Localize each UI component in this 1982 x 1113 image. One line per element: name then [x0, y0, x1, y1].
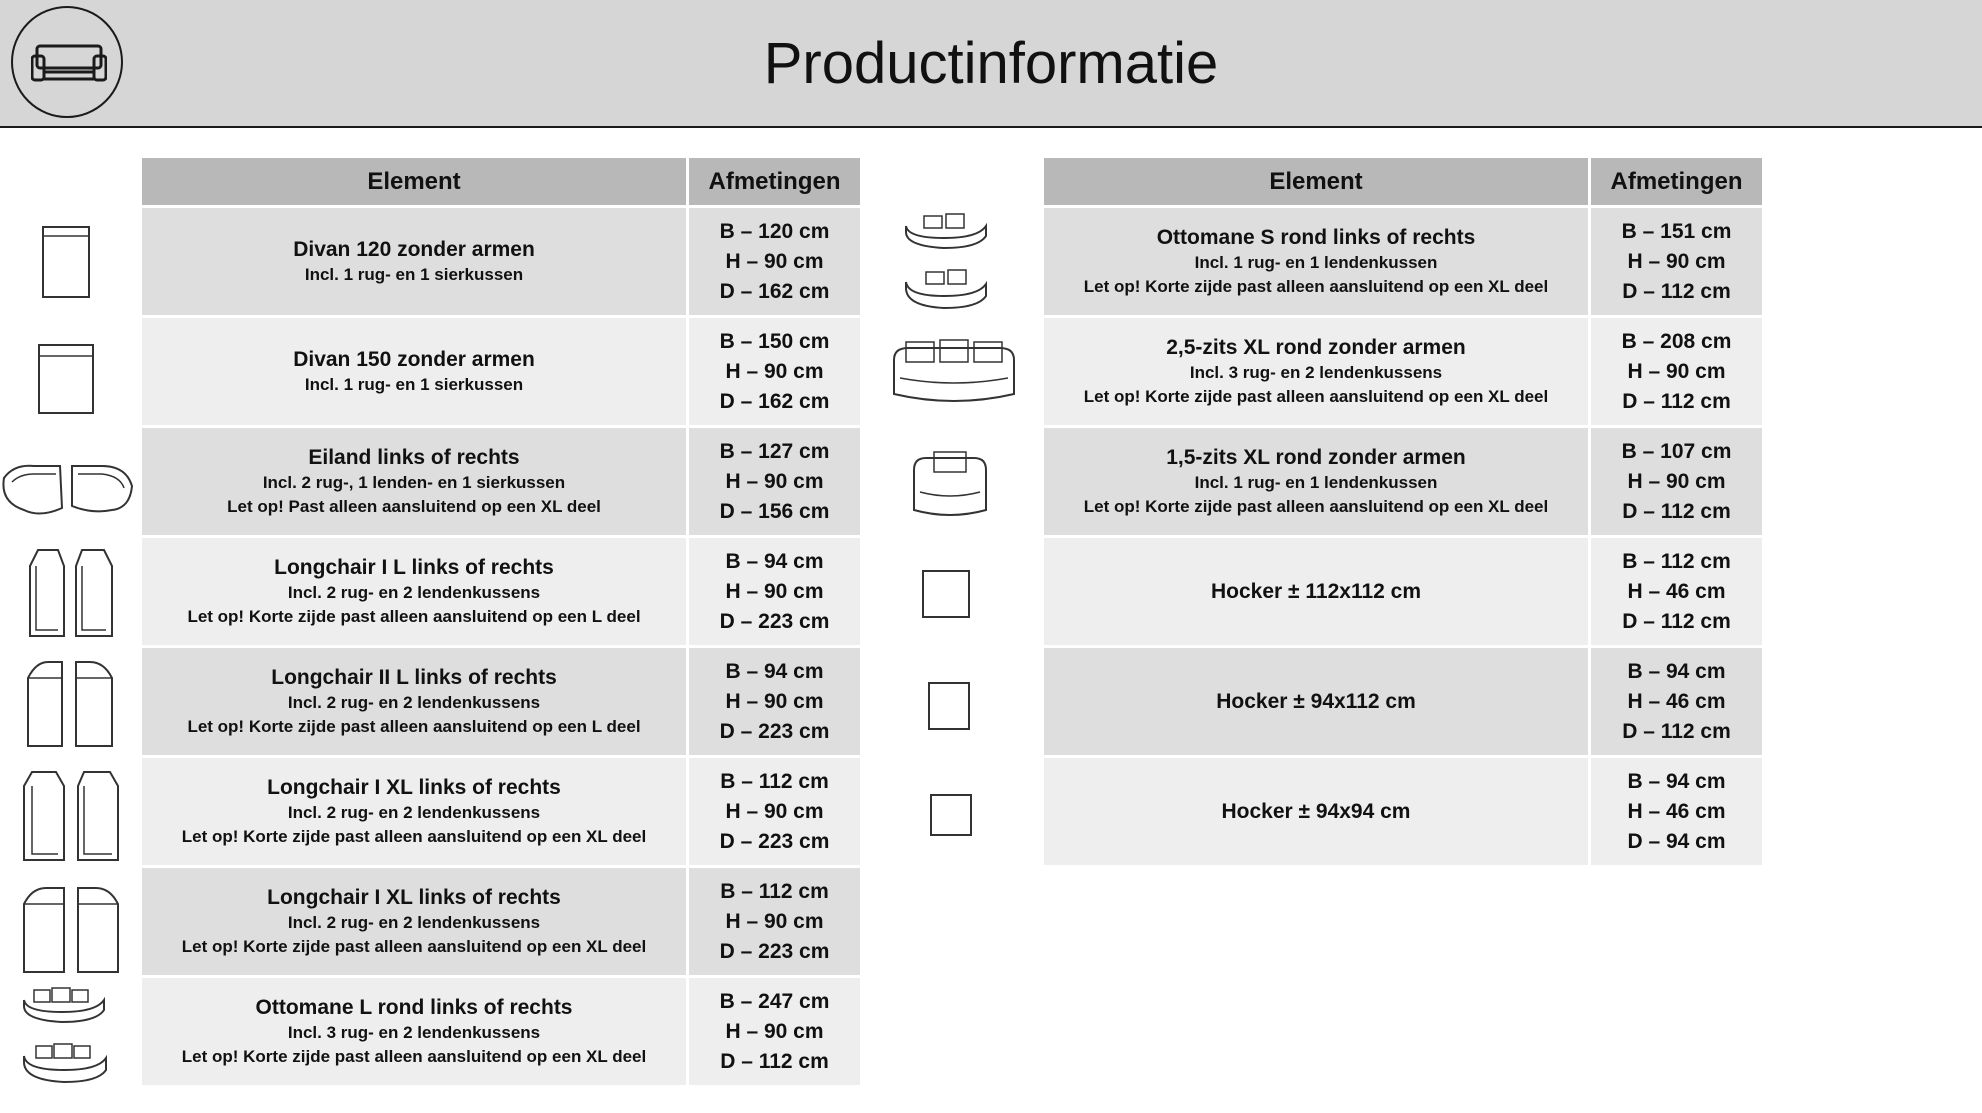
element-description — [1044, 428, 1588, 535]
depth-value: D – 112 cm — [1622, 279, 1731, 303]
element-dimensions — [689, 318, 860, 425]
height-value: H – 90 cm — [725, 469, 824, 493]
hocker-112-icon — [922, 570, 972, 620]
table-row — [1044, 428, 1765, 538]
element-title: Hocker ± 94x112 cm — [1216, 689, 1416, 713]
element-dimensions — [689, 538, 860, 645]
element-included: Incl. 2 rug- en 2 lendenkussens — [287, 582, 541, 602]
table-row — [1044, 758, 1765, 868]
element-description — [1044, 758, 1588, 865]
element-dimensions — [1591, 318, 1762, 425]
element-title: Longchair I XL links of rechts — [267, 775, 561, 799]
depth-value: D – 223 cm — [719, 939, 830, 963]
height-value: H – 90 cm — [725, 689, 824, 713]
height-value: H – 90 cm — [725, 359, 824, 383]
element-dimensions — [689, 428, 860, 535]
width-value: B – 208 cm — [1621, 329, 1732, 353]
element-included: Incl. 1 rug- en 1 sierkussen — [304, 374, 524, 394]
longchair-ii-l-icon — [26, 660, 114, 748]
page-header — [0, 0, 1982, 128]
table-row — [142, 868, 863, 978]
element-note: Let op! Korte zijde past alleen aansluitend op een XL deel — [1083, 276, 1549, 296]
element-note: Let op! Past alleen aansluitend op een XL deel — [227, 496, 601, 516]
height-value: H – 46 cm — [1627, 579, 1726, 603]
ottoman-l-round-icon — [22, 986, 110, 1092]
element-title: Hocker ± 112x112 cm — [1210, 579, 1422, 603]
element-included: Incl. 2 rug- en 2 lendenkussens — [287, 802, 541, 822]
longchair-xl-icon — [22, 770, 120, 862]
height-value: H – 90 cm — [725, 249, 824, 273]
table-row — [1044, 208, 1765, 318]
height-value: H – 90 cm — [1627, 359, 1726, 383]
left-product-table — [142, 158, 863, 1088]
element-dimensions — [1591, 208, 1762, 315]
depth-value: D – 223 cm — [719, 609, 830, 633]
element-included: Incl. 1 rug- en 1 lendenkussen — [1194, 252, 1438, 272]
table-row — [1044, 538, 1765, 648]
depth-value: D – 112 cm — [1622, 719, 1731, 743]
element-title: 2,5-zits XL rond zonder armen — [1166, 335, 1466, 359]
element-dimensions — [689, 648, 860, 755]
element-dimensions — [1591, 648, 1762, 755]
depth-value: D – 112 cm — [1622, 609, 1731, 633]
element-included: Incl. 2 rug- en 2 lendenkussens — [287, 912, 541, 932]
depth-value: D – 156 cm — [719, 499, 830, 523]
element-note: Let op! Korte zijde past alleen aansluitend op een L deel — [187, 606, 641, 626]
sofa-2-5-seat-icon — [890, 338, 1018, 410]
height-value: H – 90 cm — [725, 1019, 824, 1043]
element-title: Divan 120 zonder armen — [293, 237, 535, 261]
width-value: B – 112 cm — [720, 769, 829, 793]
element-description — [142, 648, 686, 755]
table-row — [142, 208, 863, 318]
element-dimensions — [689, 208, 860, 315]
element-title: Eiland links of rechts — [308, 445, 520, 469]
island-element-icon — [0, 458, 136, 520]
table-row — [1044, 648, 1765, 758]
element-included: Incl. 3 rug- en 2 lendenkussens — [1189, 362, 1443, 382]
width-value: B – 94 cm — [1627, 659, 1726, 683]
element-description — [1044, 318, 1588, 425]
element-dimensions — [689, 758, 860, 865]
divan-150-icon — [38, 344, 96, 416]
width-value: B – 94 cm — [1627, 769, 1726, 793]
sofa-1-5-seat-icon — [910, 450, 990, 522]
table-row — [1044, 318, 1765, 428]
element-title: Longchair II L links of rechts — [271, 665, 557, 689]
depth-value: D – 162 cm — [719, 279, 830, 303]
element-title: 1,5-zits XL rond zonder armen — [1166, 445, 1466, 469]
width-value: B – 112 cm — [1622, 549, 1731, 573]
width-value: B – 150 cm — [719, 329, 830, 353]
element-included: Incl. 1 rug- en 1 lendenkussen — [1194, 472, 1438, 492]
longchair-xl-2-icon — [22, 886, 120, 974]
depth-value: D – 162 cm — [719, 389, 830, 413]
height-value: H – 90 cm — [725, 579, 824, 603]
width-value: B – 127 cm — [719, 439, 830, 463]
element-description — [142, 758, 686, 865]
width-value: B – 247 cm — [719, 989, 830, 1013]
element-title: Hocker ± 94x94 cm — [1221, 799, 1411, 823]
element-title: Ottomane L rond links of rechts — [255, 995, 573, 1019]
table-row — [142, 538, 863, 648]
element-description — [1044, 208, 1588, 315]
height-value: H – 46 cm — [1627, 689, 1726, 713]
element-title: Longchair I XL links of rechts — [267, 885, 561, 909]
height-value: H – 90 cm — [725, 909, 824, 933]
table-row — [142, 428, 863, 538]
element-note: Let op! Korte zijde past alleen aansluitend op een XL deel — [181, 826, 647, 846]
table-row — [142, 978, 863, 1088]
depth-value: D – 112 cm — [1622, 389, 1731, 413]
element-note: Let op! Korte zijde past alleen aansluitend op een XL deel — [1083, 386, 1549, 406]
depth-value: D – 112 cm — [1622, 499, 1731, 523]
width-value: B – 151 cm — [1621, 219, 1732, 243]
right-product-table — [1044, 158, 1765, 868]
element-description — [142, 428, 686, 535]
element-title: Divan 150 zonder armen — [293, 347, 535, 371]
depth-value: D – 223 cm — [719, 829, 830, 853]
height-value: H – 90 cm — [1627, 249, 1726, 273]
depth-value: D – 112 cm — [720, 1049, 829, 1073]
element-included: Incl. 3 rug- en 2 lendenkussens — [287, 1022, 541, 1042]
element-included: Incl. 1 rug- en 1 sierkussen — [304, 264, 524, 284]
column-header-dimensions: Afmetingen — [689, 158, 860, 205]
element-dimensions — [689, 978, 860, 1085]
ottoman-s-round-icon — [904, 212, 990, 318]
width-value: B – 94 cm — [725, 659, 824, 683]
element-note: Let op! Korte zijde past alleen aansluitend op een XL deel — [1083, 496, 1549, 516]
element-description — [142, 318, 686, 425]
element-dimensions — [1591, 758, 1762, 865]
element-dimensions — [1591, 428, 1762, 535]
table-row — [142, 648, 863, 758]
divan-120-icon — [42, 226, 92, 300]
depth-value: D – 223 cm — [719, 719, 830, 743]
column-header-element: Element — [142, 158, 686, 205]
height-value: H – 46 cm — [1627, 799, 1726, 823]
element-note: Let op! Korte zijde past alleen aansluitend op een XL deel — [181, 936, 647, 956]
width-value: B – 120 cm — [719, 219, 830, 243]
element-description — [1044, 538, 1588, 645]
column-header-dimensions: Afmetingen — [1591, 158, 1762, 205]
column-header-element: Element — [1044, 158, 1588, 205]
table-row — [142, 758, 863, 868]
hocker-94-icon — [930, 794, 974, 838]
element-note: Let op! Korte zijde past alleen aansluitend op een L deel — [187, 716, 641, 736]
element-description — [142, 868, 686, 975]
height-value: H – 90 cm — [1627, 469, 1726, 493]
width-value: B – 94 cm — [725, 549, 824, 573]
page-title: Productinformatie — [763, 31, 1219, 96]
element-title: Longchair I L links of rechts — [274, 555, 554, 579]
element-title: Ottomane S rond links of rechts — [1156, 225, 1476, 249]
element-description — [142, 208, 686, 315]
hocker-94x112-icon — [928, 682, 972, 732]
table-header-row — [142, 158, 863, 208]
element-included: Incl. 2 rug-, 1 lenden- en 1 sierkussen — [262, 472, 566, 492]
width-value: B – 107 cm — [1621, 439, 1732, 463]
element-description — [142, 978, 686, 1085]
element-included: Incl. 2 rug- en 2 lendenkussens — [287, 692, 541, 712]
longchair-l-icon — [28, 548, 114, 640]
element-dimensions — [1591, 538, 1762, 645]
element-description — [142, 538, 686, 645]
element-description — [1044, 648, 1588, 755]
element-note: Let op! Korte zijde past alleen aansluitend op een XL deel — [181, 1046, 647, 1066]
depth-value: D – 94 cm — [1627, 829, 1726, 853]
table-row — [142, 318, 863, 428]
width-value: B – 112 cm — [720, 879, 829, 903]
height-value: H – 90 cm — [725, 799, 824, 823]
element-dimensions — [689, 868, 860, 975]
table-header-row — [1044, 158, 1765, 208]
